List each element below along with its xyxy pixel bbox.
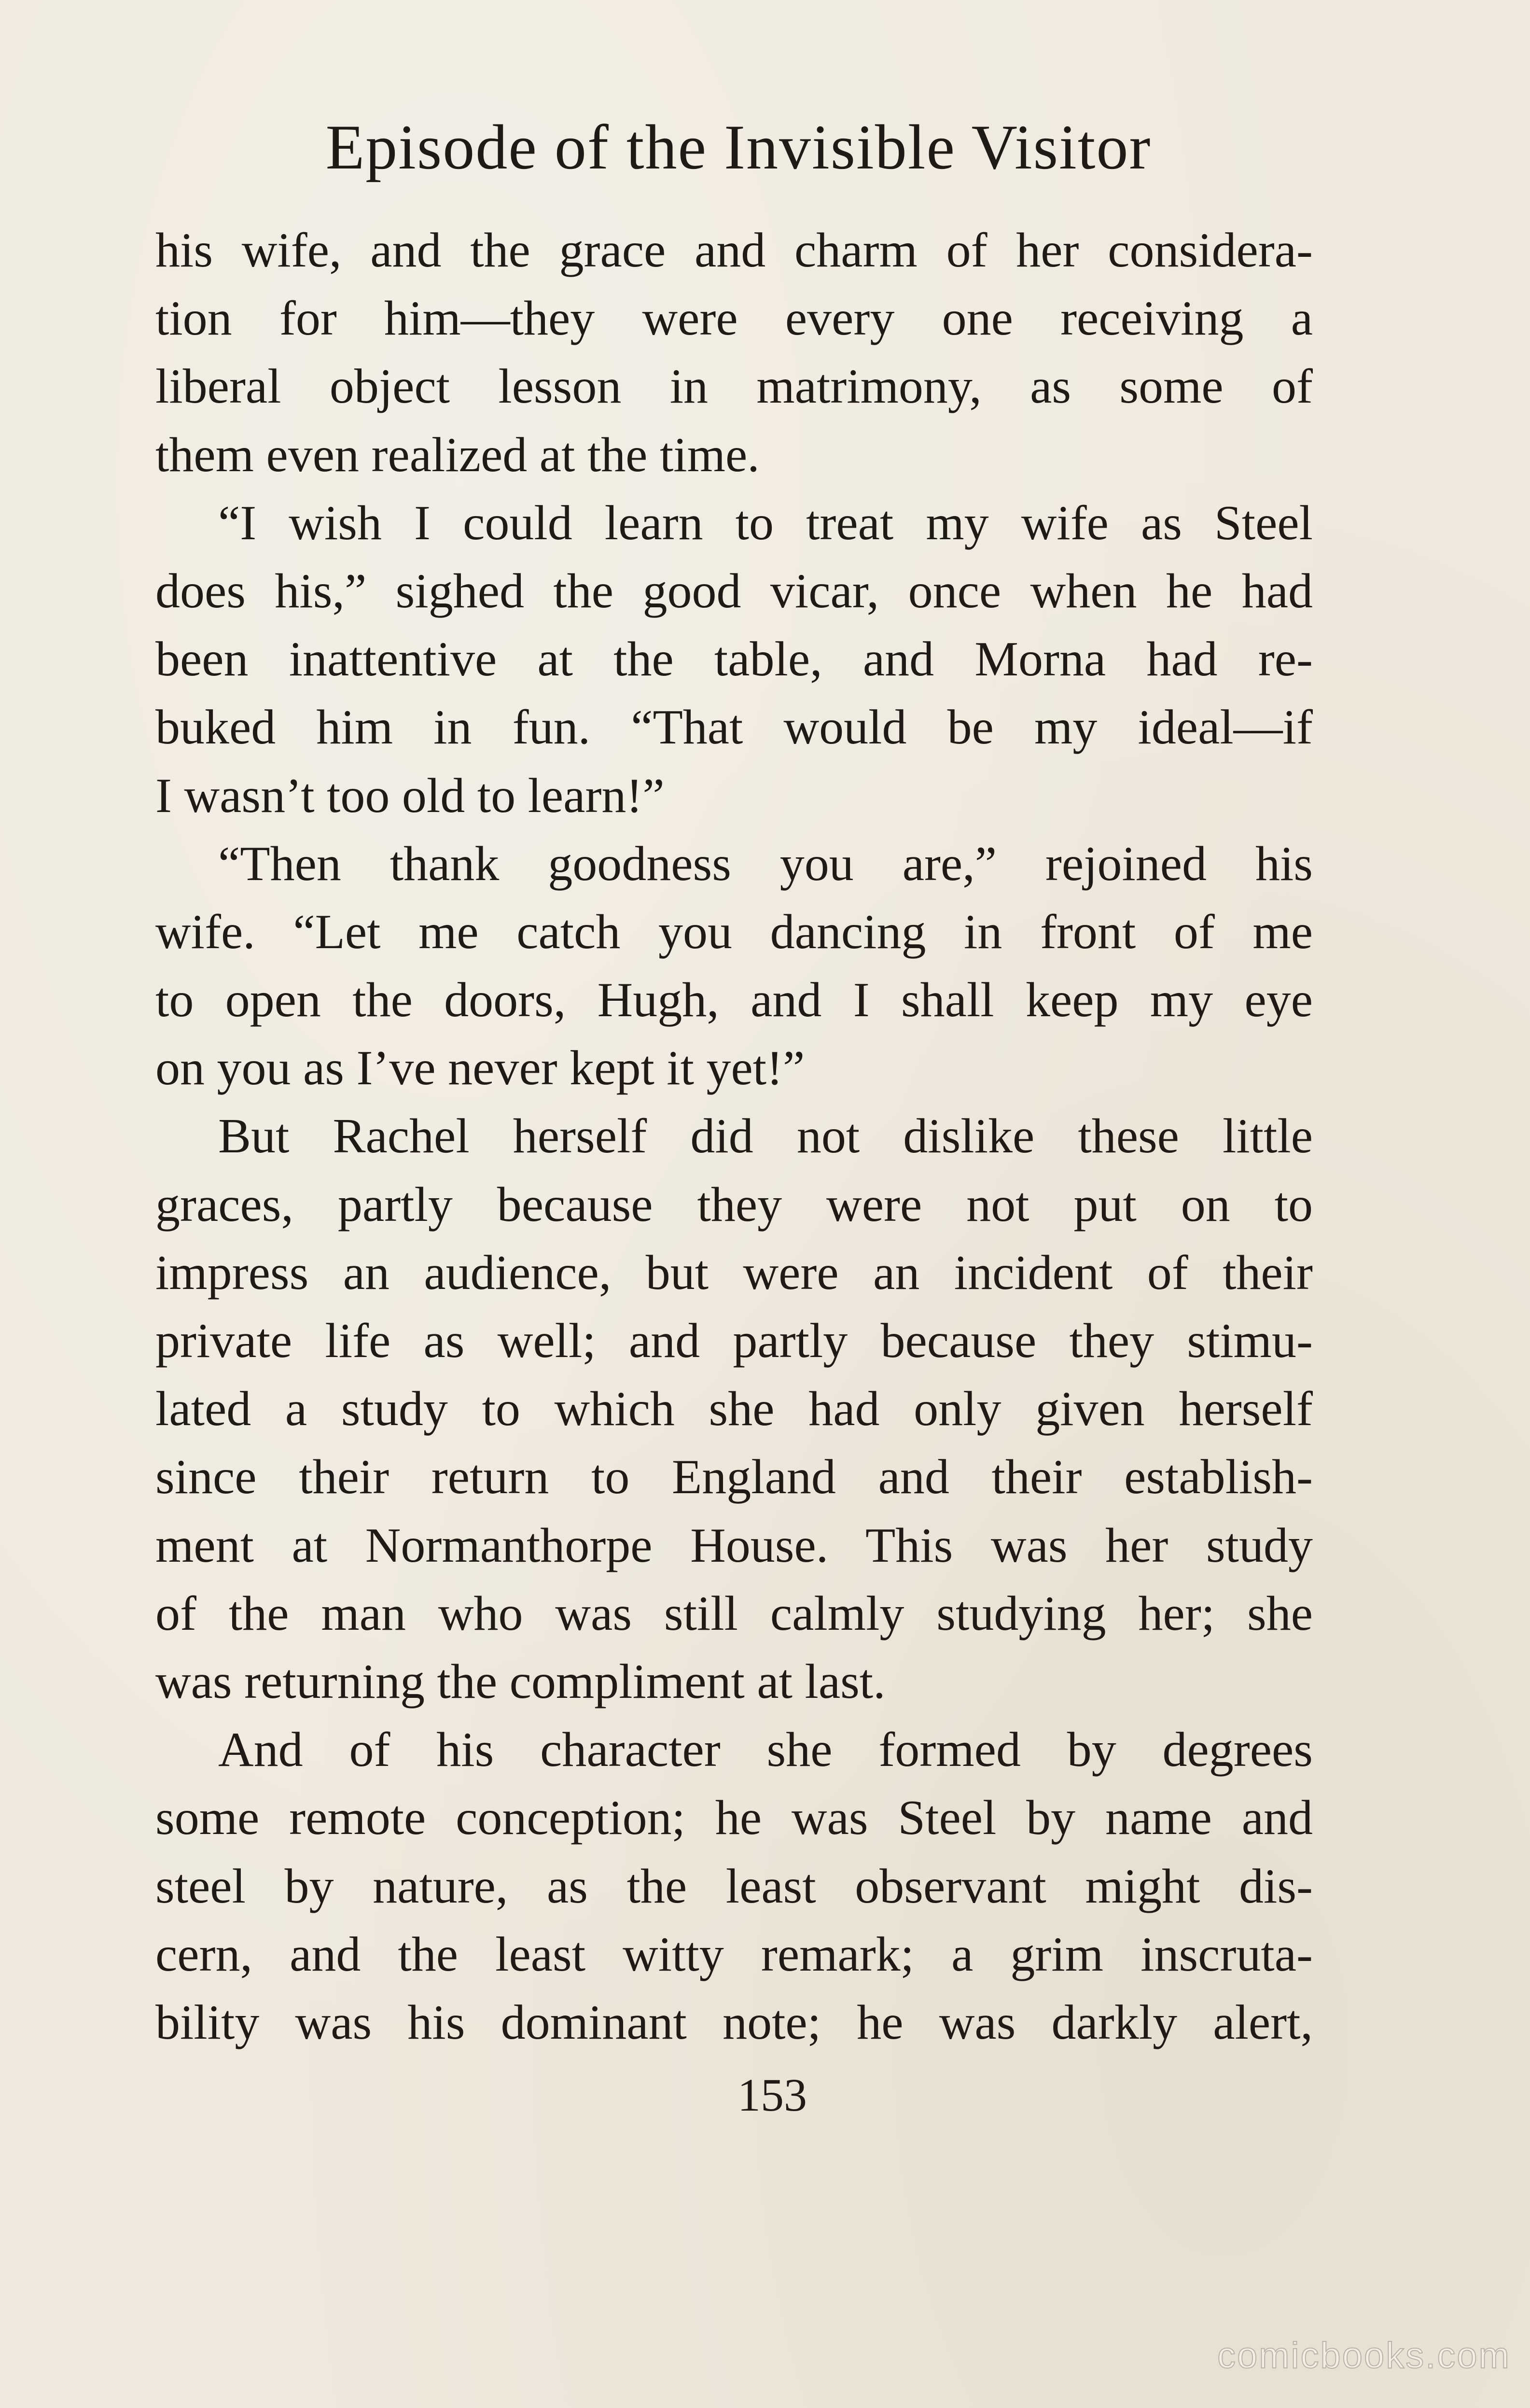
text-line: And of his character she formed by degrees bbox=[218, 1722, 1313, 1778]
body-text bbox=[155, 216, 1313, 2057]
text-line: I wasn’t too old to learn!” bbox=[155, 768, 665, 823]
text-line: But Rachel herself did not dislike these little bbox=[218, 1109, 1313, 1164]
text-line: his wife, and the grace and charm of her considera- bbox=[155, 223, 1313, 278]
text-line: wife. “Let me catch you dancing in front of me bbox=[155, 904, 1313, 959]
text-line: does his,” sighed the good vicar, once when he had bbox=[155, 563, 1313, 618]
running-head: Episode of the Invisible Visitor bbox=[325, 112, 1152, 182]
text-line: “Then thank goodness you are,” rejoined his bbox=[218, 836, 1313, 891]
text-line: graces, partly because they were not put on to bbox=[155, 1177, 1313, 1232]
text-line: them even realized at the time. bbox=[155, 427, 760, 482]
text-line: bility was his dominant note; he was darkly alert, bbox=[155, 1995, 1313, 2050]
text-line: tion for him—they were every one receiving a bbox=[155, 291, 1313, 346]
text-line: to open the doors, Hugh, and I shall keep my eye bbox=[155, 973, 1313, 1028]
text-line: been inattentive at the table, and Morna had re- bbox=[155, 632, 1313, 687]
text-line: cern, and the least witty remark; a grim inscruta- bbox=[155, 1927, 1313, 1982]
text-line: on you as I’ve never kept it yet!” bbox=[155, 1041, 805, 1096]
text-line: liberal object lesson in matrimony, as some of bbox=[155, 359, 1313, 414]
watermark: comicbooks.com bbox=[1217, 2335, 1511, 2376]
text-line: impress an audience, but were an incident of their bbox=[155, 1245, 1313, 1300]
text-line: buked him in fun. “That would be my ideal—if bbox=[155, 700, 1313, 755]
text-line: of the man who was still calmly studying her; she bbox=[155, 1586, 1313, 1641]
text-line: since their return to England and their establish- bbox=[155, 1450, 1313, 1505]
text-line: private life as well; and partly because they stimu- bbox=[155, 1314, 1313, 1368]
text-line: was returning the compliment at last. bbox=[155, 1654, 886, 1709]
page-number: 153 bbox=[737, 2069, 807, 2121]
text-line: ment at Normanthorpe House. This was her study bbox=[155, 1518, 1313, 1573]
text-line: “I wish I could learn to treat my wife as Steel bbox=[218, 495, 1313, 550]
text-line: some remote conception; he was Steel by name and bbox=[155, 1791, 1313, 1846]
text-line: lated a study to which she had only given herself bbox=[155, 1382, 1313, 1437]
text-line: steel by nature, as the least observant might dis- bbox=[155, 1859, 1313, 1914]
